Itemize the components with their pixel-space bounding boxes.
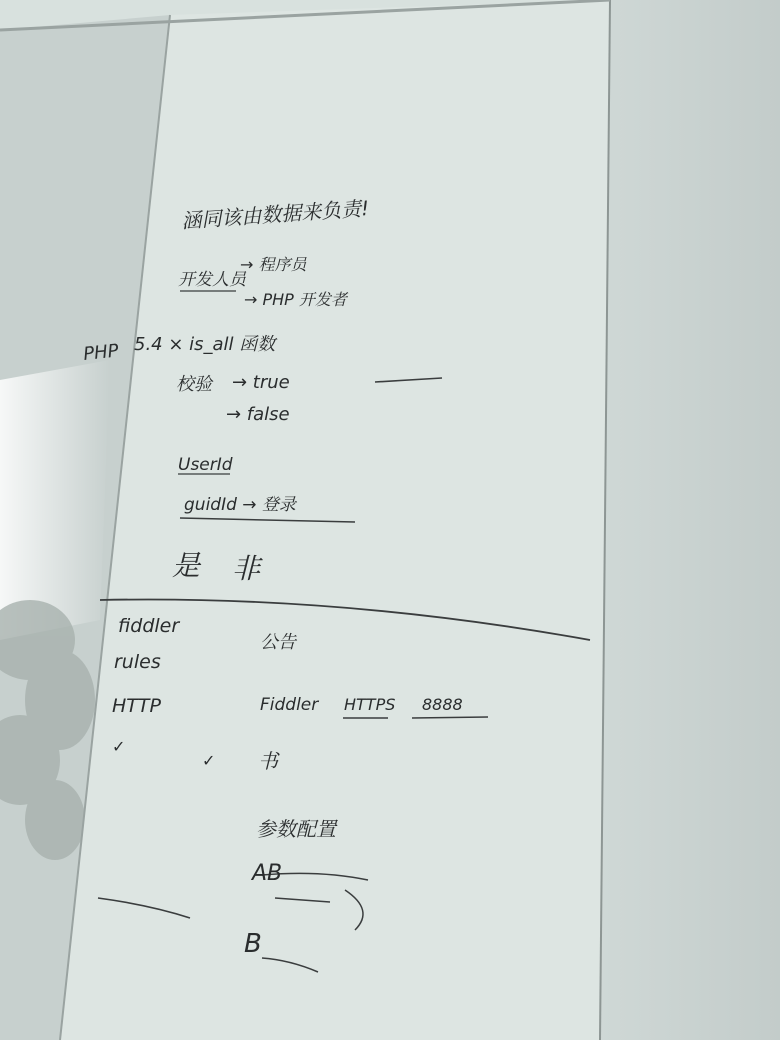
note-fiddler: fiddler bbox=[118, 615, 180, 637]
note-check-1: ✓ bbox=[112, 737, 126, 756]
note-check: 校验 bbox=[176, 374, 212, 395]
note-guid: guidId → 登录 bbox=[184, 495, 296, 515]
note-shi: 是 bbox=[172, 549, 201, 582]
right-panel bbox=[600, 0, 780, 1040]
note-rules: rules bbox=[114, 651, 161, 673]
note-ab: AB bbox=[252, 861, 283, 886]
note-php-label: PHP bbox=[82, 340, 120, 365]
note-https: HTTPS bbox=[344, 695, 396, 714]
note-arrow-programmer: → 程序员 bbox=[240, 255, 307, 274]
note-bi: 书 bbox=[258, 749, 278, 773]
note-arrow-false: → false bbox=[226, 404, 290, 425]
note-title: 涵同该由数据来负责! bbox=[180, 195, 370, 233]
note-check-2: ✓ bbox=[202, 751, 216, 770]
note-b: B bbox=[244, 929, 262, 959]
note-fiddler-https: Fiddler bbox=[260, 695, 319, 715]
note-dev: 开发人员 bbox=[178, 270, 246, 290]
note-arrow-php-dev: → PHP 开发者 bbox=[244, 290, 347, 309]
note-http: HTTP bbox=[112, 695, 161, 717]
note-func: 5.4 × is_all 函数 bbox=[134, 334, 276, 355]
note-arrow-true: → true bbox=[232, 372, 290, 393]
note-fei: 非 bbox=[232, 552, 261, 585]
note-params: 参数配置 bbox=[256, 817, 336, 841]
window-glare bbox=[0, 360, 110, 640]
note-port: 8888 bbox=[422, 695, 463, 714]
note-userid: UserId bbox=[178, 455, 233, 475]
underline-port bbox=[412, 717, 488, 718]
note-gonggao: 公告 bbox=[260, 632, 296, 653]
